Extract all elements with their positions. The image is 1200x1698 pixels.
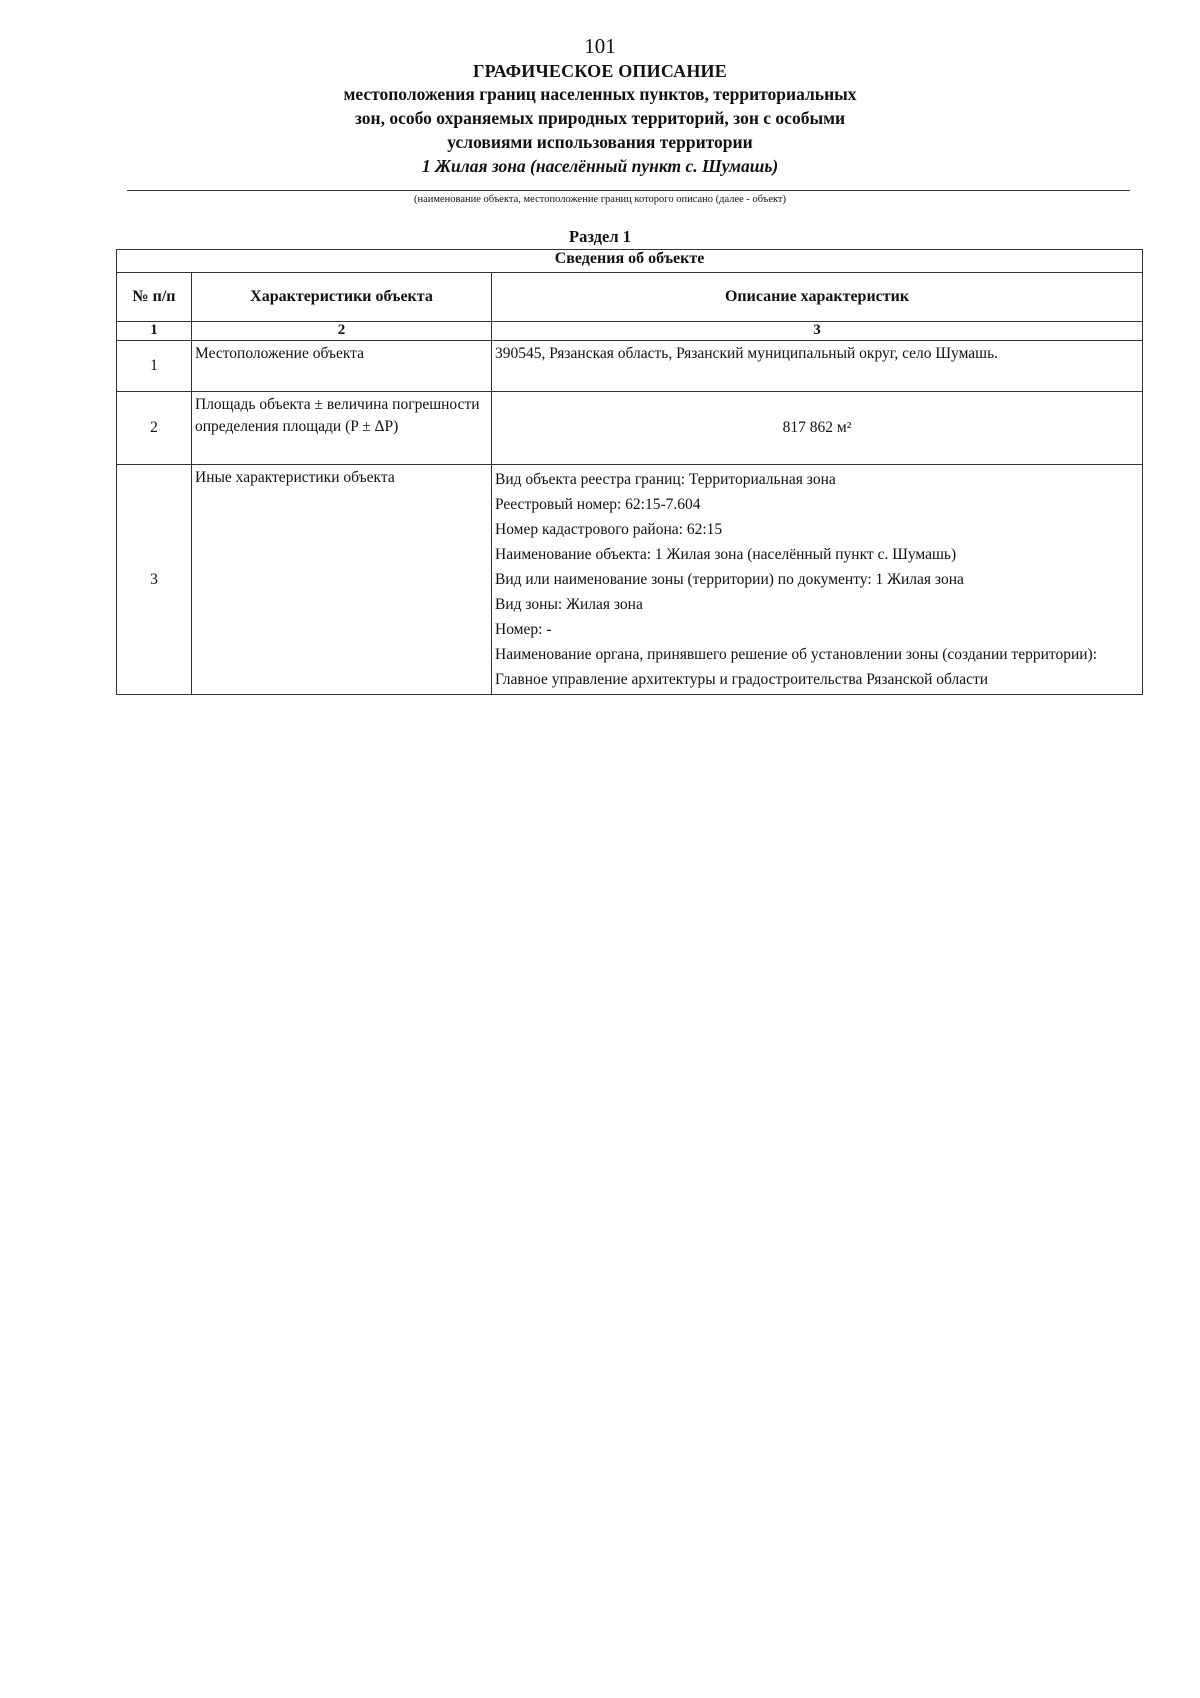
description-line: Номер кадастрового района: 62:15 (495, 521, 723, 538)
description-line: Вид или наименование зоны (территории) по документу: 1 Жилая зона (495, 571, 964, 588)
object-info-table-wrap (116, 249, 1142, 695)
row-description (492, 465, 1143, 695)
subtitle-line: местоположения границ населенных пунктов, территориальных (343, 84, 857, 104)
column-number: 2 (192, 322, 492, 341)
section-label: Раздел 1 (569, 227, 631, 246)
object-caption: (наименование объекта, местоположение границ которого описано (далее - объект) (413, 194, 787, 205)
row-characteristic: Площадь объекта ± величина погрешности определения площади (P ± ΔP) (192, 392, 492, 465)
document-header (0, 60, 1200, 178)
column-number: 3 (492, 322, 1143, 341)
description-line: Наименование органа, принявшего решение об установлении зоны (создании территории): Главное управление архитектуры и градостроительства Рязанской области (495, 646, 1098, 688)
column-number: 1 (117, 322, 192, 341)
column-header-number: № п/п (117, 273, 192, 322)
table-row (117, 392, 1143, 465)
table-title: Сведения об объекте (117, 250, 1143, 273)
column-header-description: Описание характеристик (492, 273, 1143, 322)
page-number: 101 (584, 34, 616, 58)
object-name: 1 Жилая зона (населённый пункт с. Шумашь) (421, 156, 779, 176)
divider (127, 190, 1130, 191)
row-number: 2 (117, 392, 192, 465)
row-number: 1 (117, 341, 192, 392)
table-row (117, 465, 1143, 695)
subtitle-line: условиями использования территории (447, 132, 753, 152)
subtitle-line: зон, особо охраняемых природных территорий, зон с особыми (354, 108, 846, 128)
table-row (117, 341, 1143, 392)
column-header-characteristic: Характеристики объекта (192, 273, 492, 322)
object-info-table (116, 249, 1143, 695)
description-line: Наименование объекта: 1 Жилая зона (населённый пункт с. Шумашь) (495, 546, 957, 563)
column-number-row (117, 322, 1143, 341)
description-line: Вид объекта реестра границ: Территориальная зона (495, 471, 836, 488)
row-characteristic: Иные характеристики объекта (192, 465, 492, 695)
description-line: Вид зоны: Жилая зона (495, 596, 643, 613)
row-description: 817 862 м² (492, 392, 1143, 465)
document-title: ГРАФИЧЕСКОЕ ОПИСАНИЕ (473, 61, 727, 81)
description-line: Номер: - (495, 621, 552, 638)
row-description: 390545, Рязанская область, Рязанский муниципальный округ, село Шумашь. (492, 341, 1143, 392)
table-header-row (117, 273, 1143, 322)
row-characteristic: Местоположение объекта (192, 341, 492, 392)
table-caption-row (117, 250, 1143, 273)
row-number: 3 (117, 465, 192, 695)
description-line: Реестровый номер: 62:15-7.604 (495, 496, 701, 513)
